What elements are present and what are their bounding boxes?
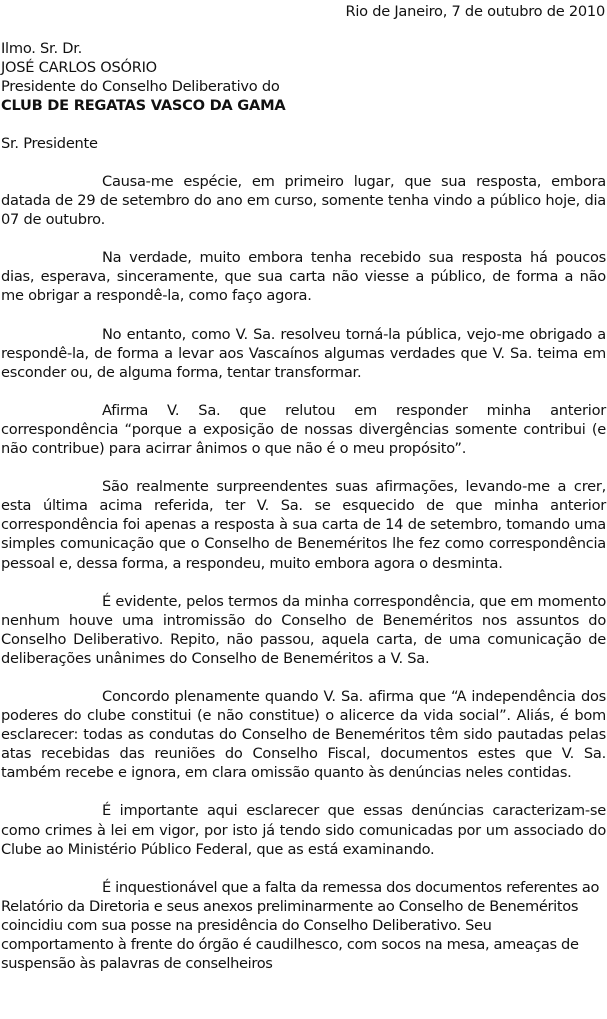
salutation: Sr. Presidente xyxy=(1,135,98,152)
paragraph-6: É evidente, pelos termos da minha correspondência, que em momento nenhum houve uma intromissão do Conselho de Beneméritos nos assuntos do Conselho Deliberativo. Repito, não passou, aquela carta, de uma comunicação de deliberações unânimes do Conselho de Beneméritos a V. Sa. xyxy=(1,592,606,667)
recipient-organization: CLUB DE REGATAS VASCO DA GAMA xyxy=(1,97,286,114)
paragraph-7: Concordo plenamente quando V. Sa. afirma que “A independência dos poderes do clube constitui (e não constitue) o alicerce da vida social”. Aliás, é bom esclarecer: todas as condutas do Conselho de Beneméritos têm sido pautadas pelas atas recebidas das reuniões do Conselho Fiscal, documentos estes que V. Sa. também recebe e ignora, em clara omissão quanto às denúncias neles contidas. xyxy=(1,687,606,782)
letter-dateline: Rio de Janeiro, 7 de outubro de 2010 xyxy=(345,3,605,20)
recipient-address xyxy=(1,39,607,115)
paragraph-8: É importante aqui esclarecer que essas denúncias caracterizam-se como crimes à lei em vigor, por isto já tendo sido comunicadas por um associado do Clube ao Ministério Público Federal, que as está examinando. xyxy=(1,802,606,858)
paragraph-2: Na verdade, muito embora tenha recebido sua resposta há poucos dias, esperava, sinceramente, que sua carta não viesse a público, de forma a não me obrigar a respondê-la, como faço agora. xyxy=(1,249,606,305)
recipient-position: Presidente do Conselho Deliberativo do xyxy=(1,78,280,95)
paragraph-5: São realmente surpreendentes suas afirmações, levando-me a crer, esta última acima referida, ter V. Sa. se esquecido de que minha anterior correspondência foi apenas a resposta à sua carta de 14 de setembro, tomando uma simples comunicação que o Conselho de Beneméritos lhe fez como correspondência pessoal e, dessa forma, a respondeu, muito embora agora o desminta. xyxy=(1,478,606,572)
paragraph-9: É inquestionável que a falta da remessa dos documentos referentes ao Relatório da Diretoria e seus anexos preliminarmente ao Conselho de Beneméritos coincidiu com sua posse na presidência do Conselho Deliberativo. Seu comportamento à frente do órgão é caudilhesco, com socos na mesa, ameaças de suspensão às palavras de conselheiros xyxy=(1,878,600,973)
recipient-name: JOSÉ CARLOS OSÓRIO xyxy=(1,59,157,76)
paragraph-1: Causa-me espécie, em primeiro lugar, que sua resposta, embora datada de 29 de setembro do ano em curso, somente tenha vindo a público hoje, dia 07 de outubro. xyxy=(1,173,606,229)
paragraph-3: No entanto, como V. Sa. resolveu torná-la pública, vejo-me obrigado a respondê-la, de forma a levar aos Vascaínos algumas verdades que V. Sa. teima em esconder ou, de alguma forma, tentar transformar. xyxy=(1,325,606,381)
paragraph-4: Afirma V. Sa. que relutou em responder minha anterior correspondência “porque a exposição de nossas divergências somente contribui (e não contribue) para acirrar ânimos o que não é o meu propósito”. xyxy=(1,401,606,458)
recipient-title: Ilmo. Sr. Dr. xyxy=(1,40,83,57)
